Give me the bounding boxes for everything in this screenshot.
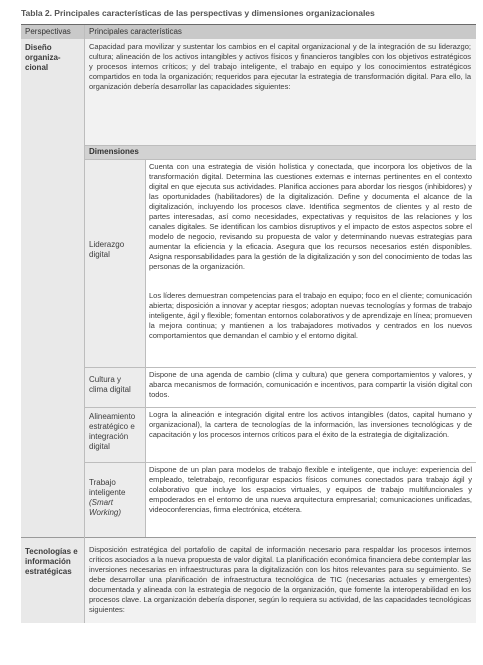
dimension-cultura-label xyxy=(89,375,144,395)
column-divider xyxy=(145,159,146,537)
dimension-label-line: integración xyxy=(89,432,129,441)
dimension-label-line: estratégico e xyxy=(89,422,135,431)
section2-label-line: Tecnologías e xyxy=(25,547,78,556)
section1-intro: Capacidad para movilizar y sustentar los cambios en el capital organizacional y de la integración de su liderazgo; cultura; alineación de los activos intangibles y activos físicos y financieros tangibles con los objetivos estratégicos y procesos internos críticos; y del trabajo inteligente, el trabajo en equipo y los conocimientos estratégicos compartidos en toda la organización; requeridos para ejecutar la estrategia de transformación digital. Para ello, la organización debería desarrollar las capacidades siguientes: xyxy=(89,42,471,91)
section2-label xyxy=(25,547,85,577)
divider xyxy=(85,145,476,146)
dimension-label-line: Alineamiento xyxy=(89,412,136,421)
divider xyxy=(85,407,476,408)
dimension-liderazgo-label-bg xyxy=(85,159,145,367)
dimension-label-line: digital xyxy=(89,250,110,259)
dimension-label-line: Working) xyxy=(89,508,122,517)
divider xyxy=(85,462,476,463)
header-caracteristicas: Principales características xyxy=(89,27,182,36)
dimensions-header: Dimensiones xyxy=(89,147,139,156)
dimension-label-line: clima digital xyxy=(89,385,131,394)
section1-label-line: cional xyxy=(25,63,49,72)
dimension-alineamiento-text: Logra la alineación e integración digital entre los activos intangibles (datos, capital humano y organizacional), la cartera de tecnologías de la información, las inversiones tecnológicas y de capacitación y los procesos internos críticos para el éxito de la estrategia de digitalización. xyxy=(149,410,472,439)
dimension-label-line: (Smart xyxy=(89,498,113,507)
dimension-cultura-text: Dispone de una agenda de cambio (clima y cultura) que genera comportamientos y valores, y abarca mecanismos de formación, comunicación e incentivos, para compartir la visión digital con todos. xyxy=(149,370,472,399)
header-perspectivas: Perspectivas xyxy=(25,27,71,36)
section1-label xyxy=(25,43,83,73)
dimension-trabajo-text: Dispone de un plan para modelos de trabajo flexible e inteligente, que incluye: experiencia del empleado, teletrabajo, reconfigurar espacios físicos comunes conectados para trabajo ágil y colaborativo que incluye los espacios virtuales, y equipos de trabajo multifuncionales y empoderados en el entorno de una nueva arquitectura empresarial; comunicaciones unificadas, videoconferencias, firma electrónica, etcétera. xyxy=(149,465,472,514)
section1-label-line: Diseño xyxy=(25,43,52,52)
dimension-label-line: digital xyxy=(89,442,110,451)
dimension-liderazgo-label xyxy=(89,240,144,260)
dimension-label-line: Liderazgo xyxy=(89,240,125,249)
divider xyxy=(85,159,476,160)
section2-text: Disposición estratégica del portafolio de capital de información necesario para respaldar los procesos internos críticos asociados a la nueva propuesta de valor digital. La planificación económica financiera debe contemplar las inversiones necesarias en infraestructuras para la digitalización con los hitos relevantes para su seguimiento. Se debe desarrollar una planificación de infraestructura tecnológica de TIC (necesarias actuales y emergentes) documentada y alineada con la estrategia de negocio de la organización, que fomente la interoperabilidad en los procesos clave. La organización debería disponer, según lo requiera su actividad, de las capacidades tecnológicas siguientes: xyxy=(89,545,471,614)
dimension-liderazgo-text: Cuenta con una estrategia de visión holística y conectada, que incorpora los objetivos de la transformación digital. Determina las cuestiones externas e internas pertinentes en el contexto digital en que ejecuta sus actividades. Planifica acciones para abordar los riesgos (inhibidores) y las oportunidades (habilitadores) de la digitalización. Define y documenta el alcance de la digitalización, incluyendo los procesos clave. Identifica segmentos de clientes y al resto de partes interesadas, así como necesidades, expectativas y requisitos de las relaciones y los canales digitales. Se identifican los cambios disruptivos y el impacto de estos aspectos sobre el modelo de negocio, revisando su propuesta de valor y determinando nuevas estrategias para aumentar la eficiencia y la eficacia. Asegura que los recursos necesarios estén disponibles. Asigna responsabilidades para la gestión de la digitalización y son del conocimiento de todas las personas de la organización. xyxy=(149,162,472,271)
section1-label-line: organiza- xyxy=(25,53,61,62)
section2-label-line: estratégicas xyxy=(25,567,72,576)
dimension-trabajo-label xyxy=(89,478,144,518)
section1-label-cell xyxy=(21,39,84,537)
table-caption: Tabla 2. Principales características de las perspectivas y dimensiones organizacionales xyxy=(21,8,375,18)
dimension-label-line: Trabajo xyxy=(89,478,116,487)
dimension-label-line: Cultura y xyxy=(89,375,122,384)
dimension-alineamiento-label xyxy=(89,412,144,452)
dimension-liderazgo-text2: Los líderes demuestran competencias para el trabajo en equipo; foco en el cliente; comunicación abierta; disposición a innovar y aceptar riesgos; adoptan nuevas tecnologías y formas de trabajo inteligente, ágil y flexible; fomentan entornos colaborativos y de aprendizaje en línea; promueven la mejora continua; y mantienen a los trabajadores motivados y centrados en los nuevos comportamientos que demandan el cambio y el entorno digital. xyxy=(149,291,472,340)
divider xyxy=(85,367,476,368)
dimension-label-line: inteligente xyxy=(89,488,126,497)
column-divider xyxy=(84,25,85,623)
section2-label-line: información xyxy=(25,557,71,566)
